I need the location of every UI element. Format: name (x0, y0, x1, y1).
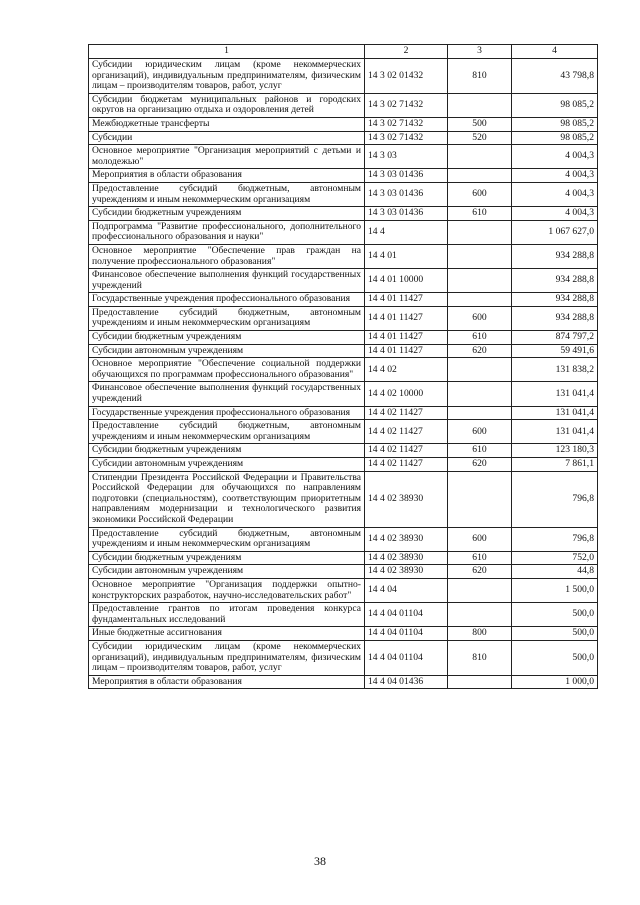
row-name: Государственные учреждения профессионального образования (89, 406, 365, 420)
table-row (89, 444, 598, 458)
row-name: Подпрограмма "Развитие профессионального, дополнительного профессионального образования и науки" (89, 220, 365, 244)
table-row (89, 131, 598, 145)
row-type (448, 675, 512, 689)
row-type: 810 (448, 59, 512, 94)
row-type (448, 406, 512, 420)
table-row (89, 117, 598, 131)
row-code: 14 3 02 71432 (365, 131, 448, 145)
table-row (89, 59, 598, 94)
row-amount: 934 288,8 (512, 269, 598, 293)
row-name: Финансовое обеспечение выполнения функций государственных учреждений (89, 382, 365, 406)
row-amount: 500,0 (512, 627, 598, 641)
table-row (89, 244, 598, 268)
row-name: Мероприятия в области образования (89, 675, 365, 689)
row-amount: 874 797,2 (512, 331, 598, 345)
row-name: Субсидии бюджетным учреждениям (89, 331, 365, 345)
budget-table-body (89, 45, 598, 689)
row-name: Межбюджетные трансферты (89, 117, 365, 131)
row-type (448, 169, 512, 183)
row-code: 14 3 02 71432 (365, 93, 448, 117)
row-code: 14 4 04 01104 (365, 627, 448, 641)
row-amount: 4 004,3 (512, 182, 598, 206)
row-code: 14 4 04 (365, 578, 448, 602)
row-amount: 796,8 (512, 527, 598, 551)
row-amount: 7 861,1 (512, 458, 598, 472)
table-row (89, 382, 598, 406)
row-code: 14 3 03 01436 (365, 207, 448, 221)
row-type: 620 (448, 565, 512, 579)
row-type (448, 382, 512, 406)
row-name: Субсидии бюджетам муниципальных районов и городских округов на организацию отдыха и оздоровления детей (89, 93, 365, 117)
row-name: Основное мероприятие "Организация мероприятий с детьми и молодежью" (89, 145, 365, 169)
row-amount: 500,0 (512, 603, 598, 627)
row-type: 500 (448, 117, 512, 131)
row-name: Субсидии бюджетным учреждениям (89, 207, 365, 221)
row-name: Субсидии автономным учреждениям (89, 344, 365, 358)
row-type: 610 (448, 331, 512, 345)
row-type: 600 (448, 420, 512, 444)
row-code: 14 3 03 01436 (365, 169, 448, 183)
row-type (448, 244, 512, 268)
row-type (448, 293, 512, 307)
table-header-row (89, 45, 598, 59)
table-row (89, 182, 598, 206)
row-amount: 934 288,8 (512, 293, 598, 307)
table-row (89, 207, 598, 221)
row-type (448, 145, 512, 169)
row-type (448, 93, 512, 117)
row-amount: 123 180,3 (512, 444, 598, 458)
row-type: 520 (448, 131, 512, 145)
row-code: 14 4 02 11427 (365, 444, 448, 458)
row-code: 14 4 (365, 220, 448, 244)
row-amount: 796,8 (512, 471, 598, 527)
row-name: Основное мероприятие "Обеспечение прав граждан на получение профессионального образования" (89, 244, 365, 268)
budget-table (88, 44, 598, 689)
table-row (89, 344, 598, 358)
table-row (89, 527, 598, 551)
row-name: Предоставление субсидий бюджетным, автономным учреждениям и иным некоммерческим организациям (89, 527, 365, 551)
row-type (448, 603, 512, 627)
header-col-3: 3 (448, 45, 512, 59)
table-row (89, 358, 598, 382)
row-type (448, 358, 512, 382)
header-col-2: 2 (365, 45, 448, 59)
row-name: Субсидии автономным учреждениям (89, 565, 365, 579)
row-amount: 98 085,2 (512, 131, 598, 145)
row-amount: 131 041,4 (512, 420, 598, 444)
row-code: 14 4 01 11427 (365, 306, 448, 330)
row-amount: 752,0 (512, 551, 598, 565)
row-name: Субсидии бюджетным учреждениям (89, 551, 365, 565)
row-type: 600 (448, 306, 512, 330)
row-name: Предоставление субсидий бюджетным, автономным учреждениям и иным некоммерческим организациям (89, 306, 365, 330)
row-code: 14 4 02 11427 (365, 458, 448, 472)
table-row (89, 603, 598, 627)
row-amount: 4 004,3 (512, 145, 598, 169)
row-amount: 1 000,0 (512, 675, 598, 689)
row-name: Субсидии юридическим лицам (кроме некоммерческих организаций), индивидуальным предпринимателям, физическим лицам – производителям товаров, работ, услуг (89, 59, 365, 94)
header-col-4: 4 (512, 45, 598, 59)
row-code: 14 4 02 38930 (365, 527, 448, 551)
row-code: 14 4 01 11427 (365, 293, 448, 307)
table-row (89, 93, 598, 117)
row-code: 14 4 01 10000 (365, 269, 448, 293)
row-code: 14 4 01 11427 (365, 344, 448, 358)
row-type (448, 269, 512, 293)
table-row (89, 306, 598, 330)
row-type: 610 (448, 444, 512, 458)
row-name: Стипендии Президента Российской Федерации и Правительства Российской Федерации для обучающихся по направлениям подготовки (специальностям), соответствующим приоритетным направлениям модернизации и технологического развития экономики Российской Федерации (89, 471, 365, 527)
row-name: Иные бюджетные ассигнования (89, 627, 365, 641)
row-name: Субсидии бюджетным учреждениям (89, 444, 365, 458)
row-amount: 131 041,4 (512, 382, 598, 406)
row-type: 810 (448, 640, 512, 675)
row-type: 800 (448, 627, 512, 641)
row-amount: 131 041,4 (512, 406, 598, 420)
row-name: Основное мероприятие "Организация поддержки опытно-конструкторских разработок, научно-исследовательских работ" (89, 578, 365, 602)
row-type: 600 (448, 527, 512, 551)
row-code: 14 3 03 01436 (365, 182, 448, 206)
page-number: 38 (314, 854, 326, 868)
row-name: Предоставление субсидий бюджетным, автономным учреждениям и иным некоммерческим организациям (89, 420, 365, 444)
row-code: 14 4 01 (365, 244, 448, 268)
row-name: Мероприятия в области образования (89, 169, 365, 183)
row-name: Основное мероприятие "Обеспечение социальной поддержки обучающихся по программам профессионального образования" (89, 358, 365, 382)
row-code: 14 4 02 (365, 358, 448, 382)
row-amount: 1 067 627,0 (512, 220, 598, 244)
row-code: 14 4 04 01104 (365, 603, 448, 627)
table-row (89, 640, 598, 675)
row-code: 14 4 02 38930 (365, 551, 448, 565)
row-name: Предоставление грантов по итогам проведения конкурса фундаментальных исследований (89, 603, 365, 627)
table-row (89, 269, 598, 293)
row-name: Субсидии юридическим лицам (кроме некоммерческих организаций), индивидуальным предпринимателям, физическим лицам – производителям товаров, работ, услуг (89, 640, 365, 675)
row-amount: 934 288,8 (512, 244, 598, 268)
row-amount: 44,8 (512, 565, 598, 579)
row-type (448, 220, 512, 244)
row-amount: 98 085,2 (512, 117, 598, 131)
header-col-1: 1 (89, 45, 365, 59)
row-code: 14 4 02 11427 (365, 406, 448, 420)
row-amount: 1 500,0 (512, 578, 598, 602)
table-row (89, 471, 598, 527)
row-code: 14 3 02 71432 (365, 117, 448, 131)
table-row (89, 145, 598, 169)
row-type: 600 (448, 182, 512, 206)
row-code: 14 4 04 01104 (365, 640, 448, 675)
row-amount: 4 004,3 (512, 169, 598, 183)
row-code: 14 3 03 (365, 145, 448, 169)
table-row (89, 578, 598, 602)
row-type: 610 (448, 551, 512, 565)
row-amount: 131 838,2 (512, 358, 598, 382)
row-type (448, 471, 512, 527)
table-row (89, 565, 598, 579)
row-type: 610 (448, 207, 512, 221)
row-code: 14 4 02 38930 (365, 565, 448, 579)
row-code: 14 3 02 01432 (365, 59, 448, 94)
row-amount: 98 085,2 (512, 93, 598, 117)
table-row (89, 220, 598, 244)
row-type: 620 (448, 344, 512, 358)
table-row (89, 293, 598, 307)
table-row (89, 458, 598, 472)
row-name: Финансовое обеспечение выполнения функций государственных учреждений (89, 269, 365, 293)
row-amount: 59 491,6 (512, 344, 598, 358)
row-code: 14 4 02 38930 (365, 471, 448, 527)
row-amount: 500,0 (512, 640, 598, 675)
table-row (89, 420, 598, 444)
row-type: 620 (448, 458, 512, 472)
row-name: Субсидии автономным учреждениям (89, 458, 365, 472)
row-amount: 4 004,3 (512, 207, 598, 221)
row-code: 14 4 01 11427 (365, 331, 448, 345)
table-row (89, 675, 598, 689)
row-amount: 934 288,8 (512, 306, 598, 330)
table-row (89, 627, 598, 641)
row-code: 14 4 02 11427 (365, 420, 448, 444)
row-code: 14 4 04 01436 (365, 675, 448, 689)
table-row (89, 551, 598, 565)
row-name: Предоставление субсидий бюджетным, автономным учреждениям и иным некоммерческим организациям (89, 182, 365, 206)
row-name: Государственные учреждения профессионального образования (89, 293, 365, 307)
table-row (89, 169, 598, 183)
row-type (448, 578, 512, 602)
table-row (89, 331, 598, 345)
table-row (89, 406, 598, 420)
row-amount: 43 798,8 (512, 59, 598, 94)
row-code: 14 4 02 10000 (365, 382, 448, 406)
row-name: Субсидии (89, 131, 365, 145)
